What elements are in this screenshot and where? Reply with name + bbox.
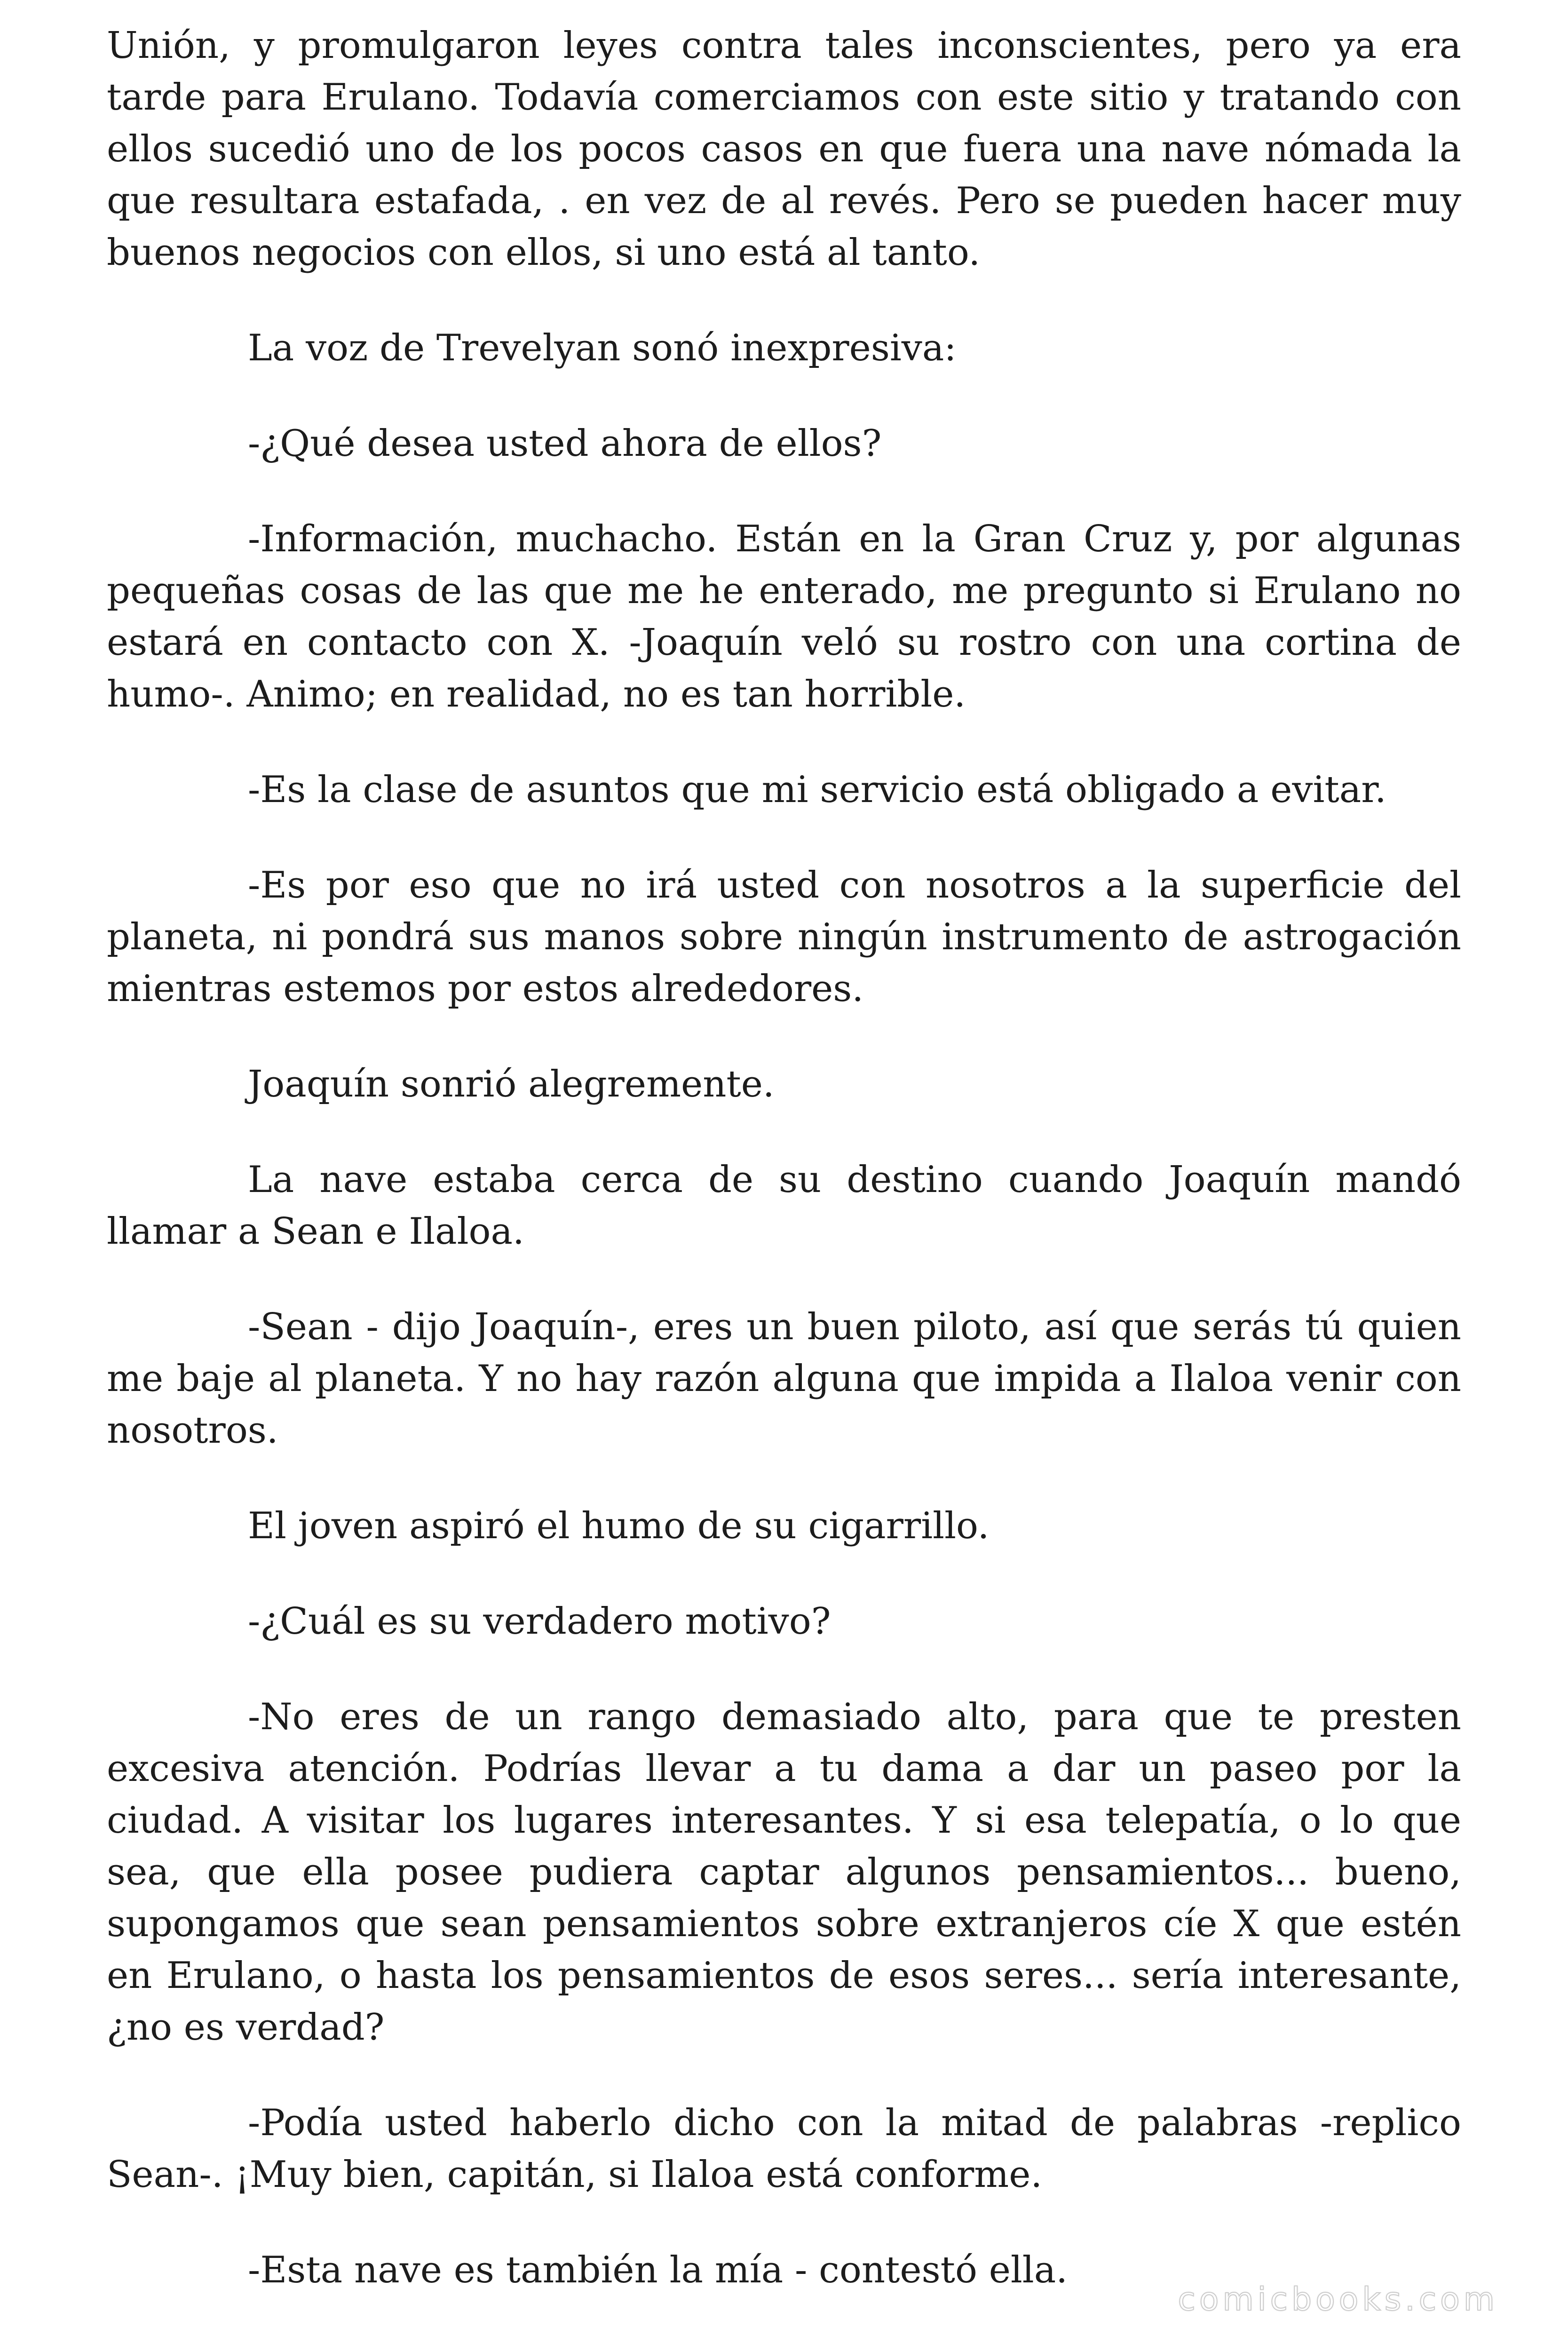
paragraph-5: -Es la clase de asuntos que mi servicio está obligado a evitar. [248,769,1386,811]
paragraph-13: -Podía usted haberlo dicho con la mitad de palabras -replico Sean-. ¡Muy bien, capitán, si Ilaloa está conforme. [107,2102,1461,2196]
paragraph-14: -Esta nave es también la mía - contestó ella. [248,2249,1068,2291]
paragraph-9: -Sean - dijo Joaquín-, eres un buen piloto, así que serás tú quien me baje al planeta. Y no hay razón alguna que impida a Ilaloa venir con nosotros. [107,1306,1461,1452]
paragraph-1: Unión, y promulgaron leyes contra tales inconscientes, pero ya era tarde para Erulano. Todavía comerciamos con este sitio y tratando con ellos sucedió uno de los pocos casos en que fuera una nave nómada la que resultara estafada, . en vez de al revés. Pero se pueden hacer muy buenos negocios con ellos, si uno está al tanto. [107,24,1461,274]
paragraph-7: Joaquín sonrió alegremente. [248,1063,775,1105]
paragraph-3: -¿Qué desea usted ahora de ellos? [248,422,882,465]
paragraph-11: -¿Cuál es su verdadero motivo? [248,1600,831,1643]
paragraph-2: La voz de Trevelyan sonó inexpresiva: [248,327,957,369]
page-body [107,20,1461,2296]
paragraph-10: El joven aspiró el humo de su cigarrillo. [248,1505,990,1547]
watermark: comicbooks.com [1178,2281,1498,2318]
paragraph-12: -No eres de un rango demasiado alto, para que te presten excesiva atención. Podrías llevar a tu dama a dar un paseo por la ciudad. A visitar los lugares interesantes. Y si esa telepatía, o lo que sea, que ella posee pudiera captar algunos pensamientos... bueno, supongamos que sean pensamientos sobre extranjeros cíe X que estén en Erulano, o hasta los pensamientos de esos seres... sería interesante, ¿no es verdad? [107,1696,1461,2049]
paragraph-4: -Información, muchacho. Están en la Gran Cruz y, por algunas pequeñas cosas de las que me he enterado, me pregunto si Erulano no estará en contacto con X. -Joaquín veló su rostro con una cortina de humo-. Animo; en realidad, no es tan horrible. [107,518,1461,715]
paragraph-8: La nave estaba cerca de su destino cuando Joaquín mandó llamar a Sean e Ilaloa. [107,1159,1461,1253]
paragraph-6: -Es por eso que no irá usted con nosotros a la superficie del planeta, ni pondrá sus manos sobre ningún instrumento de astrogación mientras estemos por estos alrededores. [107,864,1461,1010]
